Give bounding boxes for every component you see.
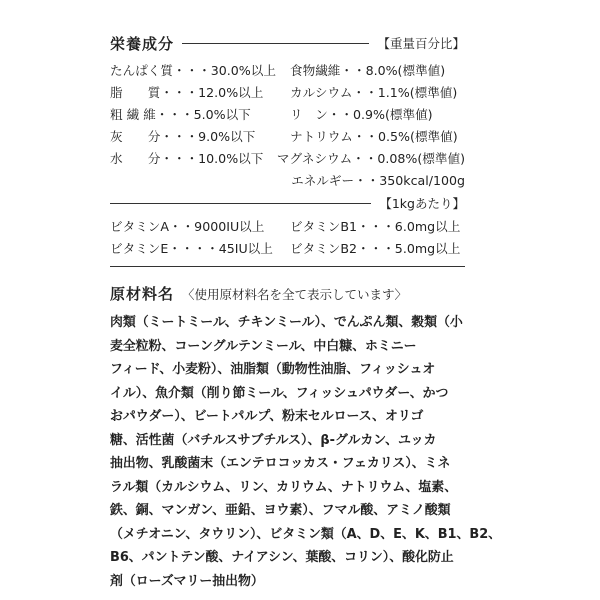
ingredients-line: 糖、活性菌（バチルスサブチルス）、β-グルカン、ユッカ bbox=[110, 432, 437, 448]
header-rule bbox=[110, 203, 371, 204]
ingredients-line: フィード、小麦粉）、油脂類（動物性油脂、フィッシュオ bbox=[110, 362, 436, 377]
nutrition-item: 脂 質・・・12.0%以上 bbox=[110, 84, 264, 100]
ingredients-note: 〈使用原材料名を全て表示しています〉 bbox=[182, 287, 408, 302]
nutrition-row bbox=[110, 124, 465, 146]
nutrition-header bbox=[110, 30, 465, 56]
ingredients-line: イル）、魚介類（削り節ミール、フィッシュパウダー、かつ bbox=[110, 385, 449, 401]
nutrition-row bbox=[110, 80, 465, 102]
ingredients-line: 鉄、銅、マンガン、亜鉛、ヨウ素）、フマル酸、アミノ酸類 bbox=[110, 503, 451, 518]
nutrition-item: ナトリウム・・0.5%(標準値) bbox=[290, 128, 458, 144]
ingredients-list bbox=[110, 311, 502, 593]
nutrition-item: リ ン・・0.9%(標準値) bbox=[290, 106, 433, 122]
vitamin-item: ビタミンA・・9000IU以上 bbox=[110, 218, 265, 234]
vitamin-item: ビタミンE・・・・45IU以上 bbox=[110, 240, 273, 256]
vitamin-header bbox=[110, 192, 465, 214]
vitamin-row bbox=[110, 236, 465, 258]
ingredients-line: ラル類（カルシウム、リン、カリウム、ナトリウム、塩素、 bbox=[110, 479, 458, 495]
ingredients-line: おパウダー）、ビートパルプ、粉末セルロース、オリゴ bbox=[110, 409, 424, 424]
ingredients-line: （メチオニン、タウリン）、ビタミン類（A、D、E、K、B1、B2、 bbox=[110, 526, 502, 542]
energy-value: エネルギー・・350kcal/100g bbox=[291, 172, 465, 188]
nutrition-item: たんぱく質・・・30.0%以上 bbox=[110, 62, 276, 78]
ingredients-line: 麦全粒粉、コーングルテンミール、中白糠、ホミニー bbox=[110, 338, 417, 354]
nutrition-title: 栄養成分 bbox=[110, 34, 175, 53]
energy-row bbox=[110, 168, 465, 190]
vitamin-item: ビタミンB2・・・5.0mg以上 bbox=[290, 240, 461, 256]
ingredients-line: 抽出物、乳酸菌末（エンテロコッカス・フェカリス）、ミネ bbox=[110, 456, 451, 471]
header-rule bbox=[182, 43, 369, 44]
nutrition-row bbox=[110, 146, 465, 168]
nutrition-row bbox=[110, 102, 465, 124]
nutrition-item: 灰 分・・・9.0%以下 bbox=[110, 128, 256, 144]
nutrition-item: 食物繊維・・8.0%(標準値) bbox=[290, 62, 446, 78]
vitamin-item: ビタミンB1・・・6.0mg以上 bbox=[290, 218, 461, 234]
vitamin-unit: 【1kgあたり】 bbox=[379, 196, 465, 211]
ingredients-title: 原材料名 bbox=[110, 285, 175, 303]
vitamin-table bbox=[110, 214, 465, 258]
nutrition-table bbox=[110, 58, 465, 190]
vitamin-row bbox=[110, 214, 465, 236]
nutrition-unit: 【重量百分比】 bbox=[377, 36, 465, 51]
nutrition-item: マグネシウム・・0.08%(標準値) bbox=[276, 150, 465, 166]
ingredients-line: B6、パントテン酸、ナイアシン、葉酸、コリン）、酸化防止 bbox=[110, 550, 454, 565]
section-divider bbox=[110, 266, 465, 267]
nutrition-item: カルシウム・・1.1%(標準値) bbox=[290, 84, 458, 100]
nutrition-item: 水 分・・・10.0%以下 bbox=[110, 150, 264, 166]
ingredients-header bbox=[110, 283, 465, 307]
ingredients-line: 肉類（ミートミール、チキンミール）、でんぷん類、穀類（小 bbox=[110, 315, 463, 330]
ingredients-line: 剤（ローズマリー抽出物） bbox=[110, 573, 264, 589]
nutrition-item: 粗 繊 維・・・5.0%以下 bbox=[110, 106, 251, 122]
product-label-panel bbox=[110, 30, 502, 593]
nutrition-row bbox=[110, 58, 465, 80]
